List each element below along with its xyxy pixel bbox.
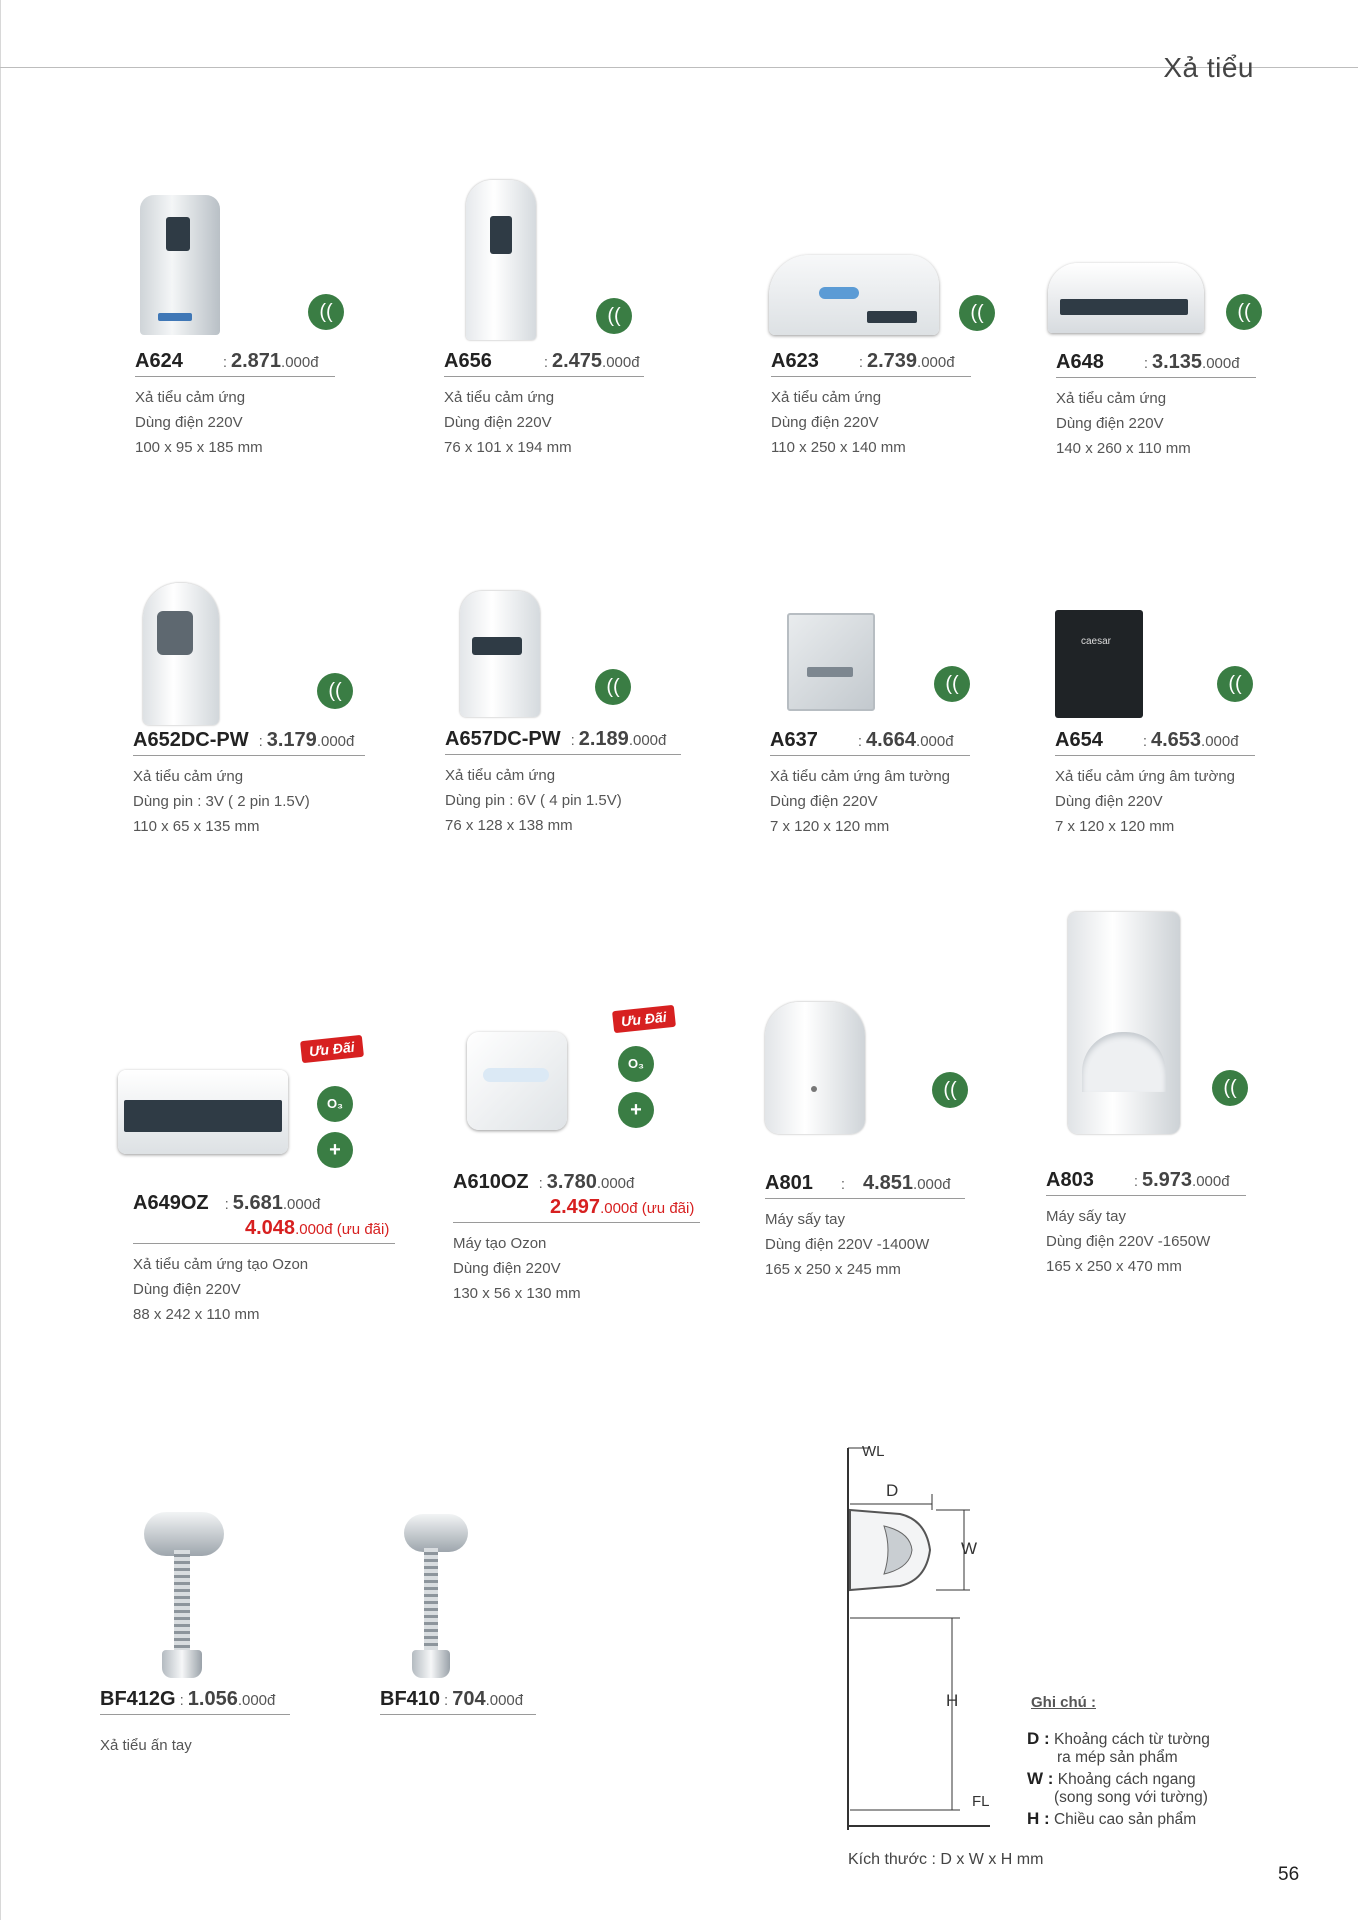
shield-plus-icon: + — [618, 1092, 654, 1128]
price-row — [380, 1688, 536, 1715]
desc-line: Xả tiểu cảm ứng — [133, 768, 244, 785]
separator: : — [840, 1176, 845, 1193]
desc-line: Xả tiểu cảm ứng — [135, 389, 246, 406]
promo-badge: Ưu Đãi — [612, 1005, 676, 1033]
separator: : — [857, 733, 862, 750]
desc-line: 110 x 65 x 135 mm — [133, 818, 260, 835]
product-code: A623 — [771, 350, 819, 372]
sensor-wave-icon: (( — [1226, 294, 1262, 330]
product-card-a657dc-pw[interactable] — [445, 563, 705, 838]
desc-line: Dùng điện 220V — [444, 414, 552, 431]
desc-line: 76 x 101 x 194 mm — [444, 439, 572, 456]
product-card-a803[interactable] — [1046, 910, 1306, 1279]
product-price: 4.653 — [1150, 729, 1202, 751]
desc-line: 76 x 128 x 138 mm — [445, 817, 573, 834]
price-row — [1056, 351, 1256, 378]
product-image — [380, 1480, 640, 1680]
product-image — [453, 1000, 713, 1174]
product-price: 3.179 — [266, 729, 317, 751]
product-price: 3.135 — [1151, 351, 1203, 373]
h-label: H — [946, 1691, 959, 1710]
desc-line: 7 x 120 x 120 mm — [770, 818, 890, 835]
desc-line: Xả tiểu cảm ứng tạo Ozon — [133, 1256, 309, 1273]
hand-dryer-a803-image — [1068, 912, 1180, 1134]
sensor-flush-a637-image — [787, 613, 875, 711]
product-code: A649OZ — [133, 1192, 209, 1214]
ozone-icon: O₃ — [618, 1046, 654, 1082]
separator: : — [1133, 1173, 1138, 1190]
desc-line: Dùng điện 220V — [133, 1281, 241, 1298]
product-code: A801 — [765, 1172, 813, 1194]
desc-line: 88 x 242 x 110 mm — [133, 1306, 260, 1323]
separator: : — [858, 354, 863, 371]
promo-suffix: .000đ (ưu đãi) — [600, 1200, 695, 1217]
price-suffix: .000đ — [602, 354, 640, 371]
product-card-a637[interactable] — [770, 563, 1030, 839]
product-description — [133, 1252, 393, 1327]
desc-line: Dùng điện 220V — [770, 793, 878, 810]
desc-line: Dùng điện 220V -1400W — [765, 1236, 930, 1253]
ozone-flush-a649oz-image — [118, 1070, 288, 1154]
separator: : — [224, 1196, 229, 1213]
sensor-wave-icon: (( — [596, 298, 632, 334]
price-suffix: .000đ — [916, 733, 954, 750]
sensor-flush-a656-image — [466, 180, 536, 340]
product-card-a649oz[interactable] — [133, 1030, 393, 1327]
product-price: 5.681 — [232, 1192, 283, 1214]
product-code: A610OZ — [453, 1171, 529, 1193]
desc-line: 165 x 250 x 245 mm — [765, 1261, 901, 1278]
desc-line: Dùng điện 220V — [453, 1260, 561, 1277]
notes-title: Ghi chú : — [1031, 1694, 1096, 1711]
product-code: BF410 — [380, 1688, 441, 1710]
hand-dryer-a801-image — [765, 1002, 865, 1134]
product-image — [1055, 563, 1315, 723]
desc-line: 165 x 250 x 470 mm — [1046, 1258, 1182, 1275]
desc-line: Dùng điện 220V — [135, 414, 243, 431]
price-row — [444, 350, 644, 377]
promo-row — [453, 1194, 700, 1223]
promo-price: 2.497 — [550, 1196, 601, 1218]
note-key: H : — [1027, 1809, 1050, 1828]
product-image — [1056, 185, 1316, 345]
sensor-wave-icon: (( — [308, 294, 344, 330]
promo-suffix: .000đ (ưu đãi) — [295, 1221, 390, 1238]
product-price: 2.739 — [866, 350, 918, 372]
product-price: 2.189 — [578, 728, 629, 750]
product-description — [445, 763, 705, 838]
product-image — [133, 563, 393, 723]
sensor-flush-a624-image — [140, 195, 220, 335]
product-description — [1046, 1204, 1306, 1279]
desc-line: Dùng điện 220V — [1056, 415, 1164, 432]
separator: : — [222, 354, 227, 371]
product-code: A656 — [444, 350, 492, 372]
price-row — [133, 1192, 333, 1215]
note-line — [1027, 1809, 1196, 1829]
product-code: A648 — [1056, 351, 1104, 373]
sensor-flush-a623-image — [769, 255, 939, 335]
product-price: 3.780 — [546, 1171, 597, 1193]
product-price: 1.056 — [187, 1688, 238, 1710]
product-image — [133, 1030, 393, 1182]
product-card-a624[interactable] — [135, 185, 395, 460]
desc-line: Xả tiểu cảm ứng — [1056, 390, 1167, 407]
product-card-a648[interactable] — [1056, 185, 1316, 461]
note-key: D : — [1027, 1729, 1050, 1748]
desc-line: Xả tiểu ấn tay — [100, 1737, 192, 1754]
note-line — [1057, 1749, 1178, 1767]
desc-line: Máy tạo Ozon — [453, 1235, 547, 1252]
product-price: 2.871 — [230, 350, 282, 372]
sensor-wave-icon: (( — [1217, 666, 1253, 702]
separator: : — [570, 732, 575, 749]
price-suffix: .000đ — [628, 732, 667, 749]
separator: : — [258, 733, 263, 750]
separator: : — [1143, 355, 1148, 372]
product-description — [1056, 386, 1316, 461]
price-row — [135, 350, 335, 377]
price-suffix: .000đ — [282, 1196, 321, 1213]
desc-line: Dùng điện 220V — [1055, 793, 1163, 810]
sensor-flush-a654-image: caesar — [1055, 610, 1143, 718]
desc-line: Xả tiểu cảm ứng — [771, 389, 882, 406]
sensor-wave-icon: (( — [595, 669, 631, 705]
price-suffix: .000đ — [485, 1692, 524, 1709]
product-description — [133, 764, 393, 839]
separator: : — [179, 1692, 184, 1709]
product-image — [135, 185, 395, 345]
manual-flush-valve-bf412g-image — [134, 1500, 234, 1680]
price-suffix: .000đ — [237, 1692, 276, 1709]
price-suffix: .000đ — [316, 733, 355, 750]
note-text: Khoảng cách từ tường — [1053, 1731, 1210, 1748]
product-image — [765, 988, 1025, 1178]
note-text: (song song với tường) — [1054, 1789, 1208, 1806]
product-image — [100, 1480, 360, 1680]
price-suffix: .000đ — [913, 1176, 951, 1193]
sensor-wave-icon: (( — [959, 295, 995, 331]
note-key: W : — [1027, 1769, 1054, 1788]
product-image — [771, 185, 1031, 345]
promo-badge: Ưu Đãi — [300, 1035, 364, 1063]
fl-label: FL — [972, 1793, 990, 1810]
product-code: BF412G — [100, 1688, 176, 1710]
desc-line: Dùng điện 220V -1650W — [1046, 1233, 1211, 1250]
size-caption: Kích thước : D x W x H mm — [848, 1851, 1044, 1868]
shield-plus-icon: + — [317, 1132, 353, 1168]
price-suffix: .000đ — [1192, 1173, 1230, 1190]
product-card-a610oz[interactable] — [453, 1000, 713, 1306]
separator: : — [444, 1692, 449, 1709]
product-description — [771, 385, 1031, 460]
product-card-a801[interactable] — [765, 988, 1025, 1282]
note-line — [1054, 1789, 1208, 1807]
page-title: Xả tiểu — [1163, 52, 1254, 83]
note-text: ra mép sản phẩm — [1057, 1749, 1178, 1766]
desc-line: 130 x 56 x 130 mm — [453, 1285, 581, 1302]
page-edge-line — [0, 0, 1, 1920]
price-suffix: .000đ — [917, 354, 955, 371]
product-price: 4.664 — [865, 729, 917, 751]
sensor-wave-icon: (( — [932, 1072, 968, 1108]
product-code: A654 — [1055, 729, 1103, 751]
product-code: A637 — [770, 729, 818, 751]
desc-line: Xả tiểu cảm ứng âm tường — [770, 768, 950, 785]
product-card-a623[interactable] — [771, 185, 1031, 460]
desc-line: 100 x 95 x 185 mm — [135, 439, 263, 456]
separator: : — [543, 354, 548, 371]
product-description — [770, 764, 1030, 839]
w-label: W — [961, 1539, 978, 1558]
price-suffix: .000đ — [281, 354, 319, 371]
price-suffix: .000đ — [596, 1175, 635, 1192]
desc-line: Dùng pin : 3V ( 2 pin 1.5V) — [133, 793, 310, 810]
price-row — [133, 729, 365, 756]
product-image — [444, 185, 704, 345]
separator: : — [538, 1175, 543, 1192]
product-description — [135, 385, 395, 460]
product-description — [100, 1733, 360, 1758]
sensor-wave-icon: (( — [317, 673, 353, 709]
desc-line: Máy sấy tay — [1046, 1208, 1127, 1225]
product-code: A624 — [135, 350, 183, 372]
ozone-icon: O₃ — [317, 1086, 353, 1122]
product-card-bf410[interactable] — [380, 1480, 640, 1733]
price-row — [453, 1171, 653, 1194]
product-card-a652dc-pw[interactable] — [133, 563, 393, 839]
product-image — [445, 563, 705, 723]
note-text: Khoảng cách ngang — [1057, 1771, 1196, 1788]
price-suffix: .000đ — [1201, 733, 1239, 750]
wl-label: WL — [862, 1443, 885, 1460]
price-row — [1055, 729, 1255, 756]
desc-line: Dùng pin : 6V ( 4 pin 1.5V) — [445, 792, 622, 809]
product-card-a656[interactable] — [444, 185, 704, 460]
note-text: Chiều cao sản phẩm — [1053, 1811, 1197, 1828]
desc-line: Xả tiểu cảm ứng — [445, 767, 556, 784]
desc-line: Xả tiểu cảm ứng âm tường — [1055, 768, 1235, 785]
sensor-wave-icon: (( — [1212, 1070, 1248, 1106]
manual-flush-valve-bf410-image — [396, 1500, 476, 1680]
desc-line: 7 x 120 x 120 mm — [1055, 818, 1175, 835]
price-row — [445, 728, 681, 755]
page-number: 56 — [1278, 1864, 1300, 1885]
product-price: 4.851 — [862, 1172, 914, 1194]
sensor-wave-icon: (( — [934, 666, 970, 702]
product-price: 5.973 — [1141, 1169, 1193, 1191]
price-row — [771, 350, 971, 377]
product-code: A657DC-PW — [445, 728, 561, 750]
product-card-bf412g[interactable] — [100, 1480, 360, 1758]
desc-line: Máy sấy tay — [765, 1211, 846, 1228]
product-description — [1055, 764, 1315, 839]
sensor-flush-a648-image — [1048, 263, 1204, 333]
d-label: D — [886, 1481, 899, 1500]
sensor-flush-a657dc-image — [460, 591, 540, 717]
product-description — [765, 1207, 1025, 1282]
product-image — [1046, 910, 1306, 1174]
price-row — [770, 729, 970, 756]
note-line — [1027, 1769, 1196, 1789]
desc-line: Xả tiểu cảm ứng — [444, 389, 555, 406]
desc-line: 110 x 250 x 140 mm — [771, 439, 906, 456]
product-code: A803 — [1046, 1169, 1094, 1191]
product-price: 704 — [452, 1688, 486, 1710]
promo-row — [133, 1215, 395, 1244]
product-card-a654[interactable] — [1055, 563, 1315, 839]
ozone-generator-a610oz-image — [467, 1032, 567, 1130]
header-rule — [0, 67, 1358, 68]
price-suffix: .000đ — [1202, 355, 1240, 372]
note-line — [1027, 1729, 1210, 1749]
product-image — [770, 563, 1030, 723]
product-code: A652DC-PW — [133, 729, 249, 751]
sensor-flush-a652dc-image — [143, 583, 219, 725]
separator: : — [1142, 733, 1147, 750]
promo-price: 4.048 — [245, 1217, 296, 1239]
product-description — [444, 385, 704, 460]
desc-line: Dùng điện 220V — [771, 414, 879, 431]
price-row — [100, 1688, 290, 1715]
desc-line: 140 x 260 x 110 mm — [1056, 440, 1191, 457]
product-price: 2.475 — [551, 350, 603, 372]
product-description — [453, 1231, 713, 1306]
